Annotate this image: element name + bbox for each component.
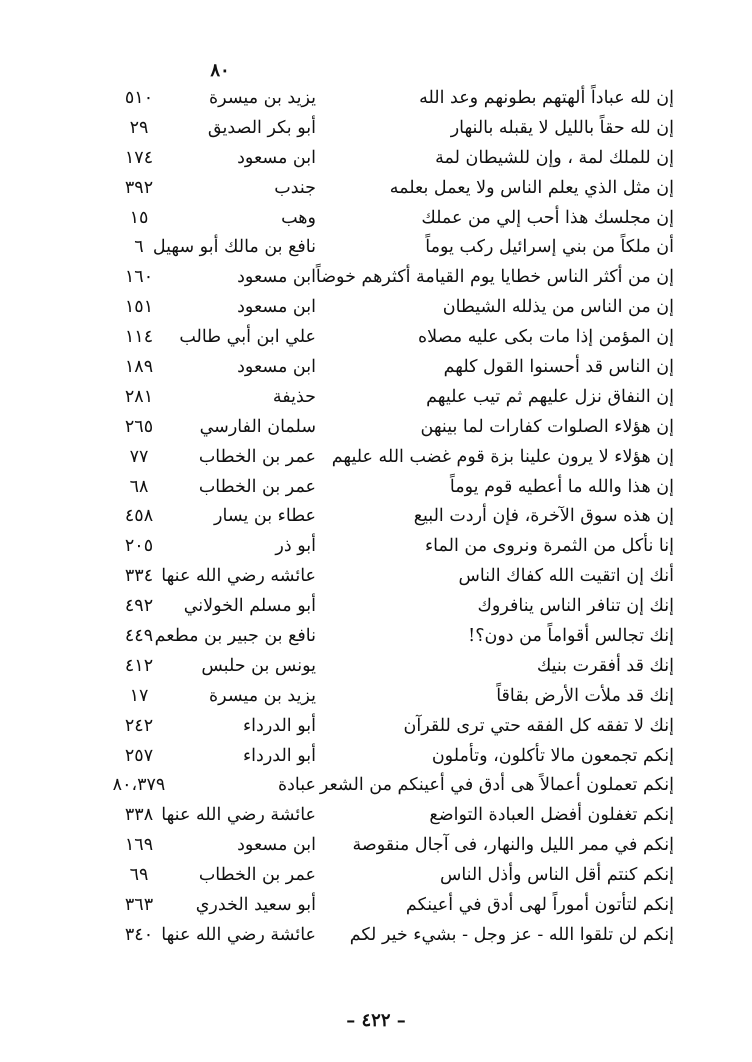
table-row bbox=[0, 502, 752, 532]
reference-number: ٢٥٧ bbox=[124, 745, 154, 766]
quote-text: إن لله حقاً بالليل لا يقبله بالنهار bbox=[450, 117, 674, 138]
quote-text: إنا نأكل من الثمرة ونروى من الماء bbox=[424, 536, 674, 557]
table-row bbox=[0, 682, 752, 712]
narrator-name: جندب bbox=[274, 177, 316, 198]
table-row bbox=[0, 712, 752, 742]
reference-number: ١٧ bbox=[129, 685, 149, 706]
reference-number: ٤٥٨ bbox=[124, 506, 154, 527]
reference-number: ٤١٢ bbox=[124, 655, 154, 676]
table-row bbox=[0, 443, 752, 473]
reference-number: ٣٦٣ bbox=[124, 895, 154, 916]
narrator-name: ابن مسعود bbox=[237, 267, 316, 288]
quote-text: إنك تجالس أقواماً من دون؟! bbox=[468, 626, 674, 647]
table-row bbox=[0, 413, 752, 443]
reference-number: ٦٨ bbox=[129, 476, 149, 497]
table-row bbox=[0, 293, 752, 323]
quote-text: إنكم تغفلون أفضل العبادة التواضع bbox=[429, 805, 674, 826]
narrator-name: نافع بن مالك أبو سهيل bbox=[152, 237, 316, 258]
reference-number: ١٥ bbox=[129, 207, 149, 228]
reference-number: ٦ bbox=[134, 237, 144, 258]
narrator-name: عبادة bbox=[277, 775, 316, 796]
index-table bbox=[0, 84, 752, 951]
narrator-name: عائشة رضي الله عنها bbox=[161, 805, 316, 826]
reference-number: ٥١٠ bbox=[124, 88, 154, 108]
quote-text: إن هذا والله ما أعطيه قوم يوماً bbox=[449, 476, 674, 497]
reference-number: ٧٧ bbox=[129, 446, 149, 467]
narrator-name: سلمان الفارسي bbox=[199, 416, 316, 437]
quote-text: إن المؤمن إذا مات بكى عليه مصلاه bbox=[417, 327, 674, 348]
reference-number: ٢٠٥ bbox=[124, 536, 154, 557]
reference-number: ٣٣٨ bbox=[124, 805, 154, 826]
table-row bbox=[0, 84, 752, 114]
reference-number: ١٦٩ bbox=[124, 835, 154, 856]
quote-text: إن لله عباداً ألهتهم بطونهم وعد الله bbox=[419, 88, 674, 108]
narrator-name: عمر بن الخطاب bbox=[198, 476, 316, 497]
table-row bbox=[0, 801, 752, 831]
quote-text: إنكم لن تلقوا الله - عز وجل - بشيء خير لكم bbox=[349, 924, 674, 945]
quote-text: أن ملكاً من بني إسرائيل ركب يوماً bbox=[425, 237, 674, 258]
reference-number: ٤٤٩ bbox=[124, 626, 154, 647]
quote-text: إنك لا تفقه كل الفقه حتي ترى للقرآن bbox=[403, 715, 674, 736]
table-row bbox=[0, 771, 752, 801]
narrator-name: يزيد بن ميسرة bbox=[209, 685, 316, 706]
table-row bbox=[0, 622, 752, 652]
reference-number: ٣٤٠ bbox=[124, 924, 154, 945]
page-number: – ٤٢٢ – bbox=[346, 1010, 406, 1031]
narrator-name: عائشة رضي الله عنها bbox=[161, 924, 316, 945]
quote-text: إنكم كنتم أقل الناس وأذل الناس bbox=[439, 865, 674, 886]
table-row bbox=[0, 383, 752, 413]
quote-text: إن النفاق نزل عليهم ثم تيب عليهم bbox=[426, 386, 674, 407]
narrator-name: ابن مسعود bbox=[237, 297, 316, 318]
quote-text: إن هؤلاء لا يرون علينا بزة قوم غضب الله عليهم bbox=[331, 446, 674, 467]
table-row bbox=[0, 652, 752, 682]
table-row bbox=[0, 323, 752, 353]
reference-number: ٨٠،٣٧٩ bbox=[112, 775, 166, 796]
narrator-name: أبو الدرداء bbox=[242, 715, 316, 736]
narrator-name: يزيد بن ميسرة bbox=[209, 88, 316, 108]
quote-text: إنك قد ملأت الأرض بقاقاً bbox=[496, 685, 674, 706]
table-row bbox=[0, 861, 752, 891]
top-mark: ٨٠ bbox=[210, 60, 230, 81]
quote-text: أنك إن اتقيت الله كفاك الناس bbox=[458, 566, 674, 587]
quote-text: إن للملك لمة ، وإن للشيطان لمة bbox=[435, 147, 674, 168]
narrator-name: نافع بن جبير بن مطعم bbox=[154, 626, 316, 647]
narrator-name: علي ابن أبي طالب bbox=[179, 327, 316, 348]
reference-number: ٢٩ bbox=[129, 117, 149, 138]
reference-number: ١٧٤ bbox=[124, 147, 154, 168]
table-row bbox=[0, 921, 752, 951]
quote-text: إنكم لتأتون أموراً لهى أدق في أعينكم bbox=[405, 895, 674, 916]
narrator-name: عمر بن الخطاب bbox=[198, 446, 316, 467]
reference-number: ١١٤ bbox=[124, 327, 154, 348]
table-row bbox=[0, 562, 752, 592]
reference-number: ٤٩٢ bbox=[124, 596, 154, 617]
reference-number: ٢٦٥ bbox=[124, 416, 154, 437]
narrator-name: أبو مسلم الخولاني bbox=[183, 596, 316, 617]
reference-number: ٦٩ bbox=[129, 865, 149, 886]
reference-number: ٣٣٤ bbox=[124, 566, 154, 587]
table-row bbox=[0, 174, 752, 204]
quote-text: إن مجلسك هذا أحب إلي من عملك bbox=[421, 207, 674, 228]
quote-text: إنك قد أفقرت بنيك bbox=[536, 655, 674, 676]
table-row bbox=[0, 592, 752, 622]
quote-text: إن هذه سوق الآخرة، فإن أردت البيع bbox=[413, 506, 674, 527]
table-row bbox=[0, 742, 752, 772]
table-row bbox=[0, 891, 752, 921]
table-row bbox=[0, 353, 752, 383]
reference-number: ١٦٠ bbox=[124, 267, 154, 288]
narrator-name: عائشه رضي الله عنها bbox=[161, 566, 316, 587]
narrator-name: ابن مسعود bbox=[237, 357, 316, 378]
narrator-name: عطاء بن يسار bbox=[214, 506, 316, 527]
narrator-name: عمر بن الخطاب bbox=[198, 865, 316, 886]
quote-text: إن مثل الذي يعلم الناس ولا يعمل بعلمه bbox=[389, 177, 674, 198]
table-row bbox=[0, 204, 752, 234]
quote-text: إنك إن تنافر الناس ينافروك bbox=[477, 596, 674, 617]
narrator-name: وهب bbox=[281, 207, 316, 228]
narrator-name: ابن مسعود bbox=[237, 147, 316, 168]
table-row bbox=[0, 831, 752, 861]
quote-text: إن من الناس من يذلله الشيطان bbox=[442, 297, 674, 318]
quote-text: إن هؤلاء الصلوات كفارات لما بينهن bbox=[420, 416, 674, 437]
table-row bbox=[0, 114, 752, 144]
table-row bbox=[0, 263, 752, 293]
reference-number: ١٥١ bbox=[124, 297, 154, 318]
narrator-name: حذيفة bbox=[272, 386, 316, 407]
table-row bbox=[0, 473, 752, 503]
quote-text: إنكم تجمعون مالا تأكلون، وتأملون bbox=[431, 745, 674, 766]
quote-text: إن من أكثر الناس خطايا يوم القيامة أكثرهم خوضاً bbox=[315, 267, 674, 288]
reference-number: ٢٤٢ bbox=[124, 715, 154, 736]
table-row bbox=[0, 532, 752, 562]
quote-text: إنكم تعملون أعمالاً هى أدق في أعينكم من الشعر bbox=[319, 775, 674, 796]
narrator-name: أبو ذر bbox=[275, 536, 316, 557]
reference-number: ٢٨١ bbox=[124, 386, 154, 407]
reference-number: ٣٩٢ bbox=[124, 177, 154, 198]
table-row bbox=[0, 233, 752, 263]
narrator-name: أبو سعيد الخدري bbox=[195, 895, 316, 916]
narrator-name: أبو الدرداء bbox=[242, 745, 316, 766]
table-row bbox=[0, 144, 752, 174]
reference-number: ١٨٩ bbox=[124, 357, 154, 378]
quote-text: إن الناس قد أحسنوا القول كلهم bbox=[443, 357, 674, 378]
narrator-name: يونس بن حلبس bbox=[201, 655, 316, 676]
narrator-name: ابن مسعود bbox=[237, 835, 316, 856]
quote-text: إنكم في ممر الليل والنهار، فى آجال منقوصة bbox=[352, 835, 674, 856]
narrator-name: أبو بكر الصديق bbox=[207, 117, 316, 138]
